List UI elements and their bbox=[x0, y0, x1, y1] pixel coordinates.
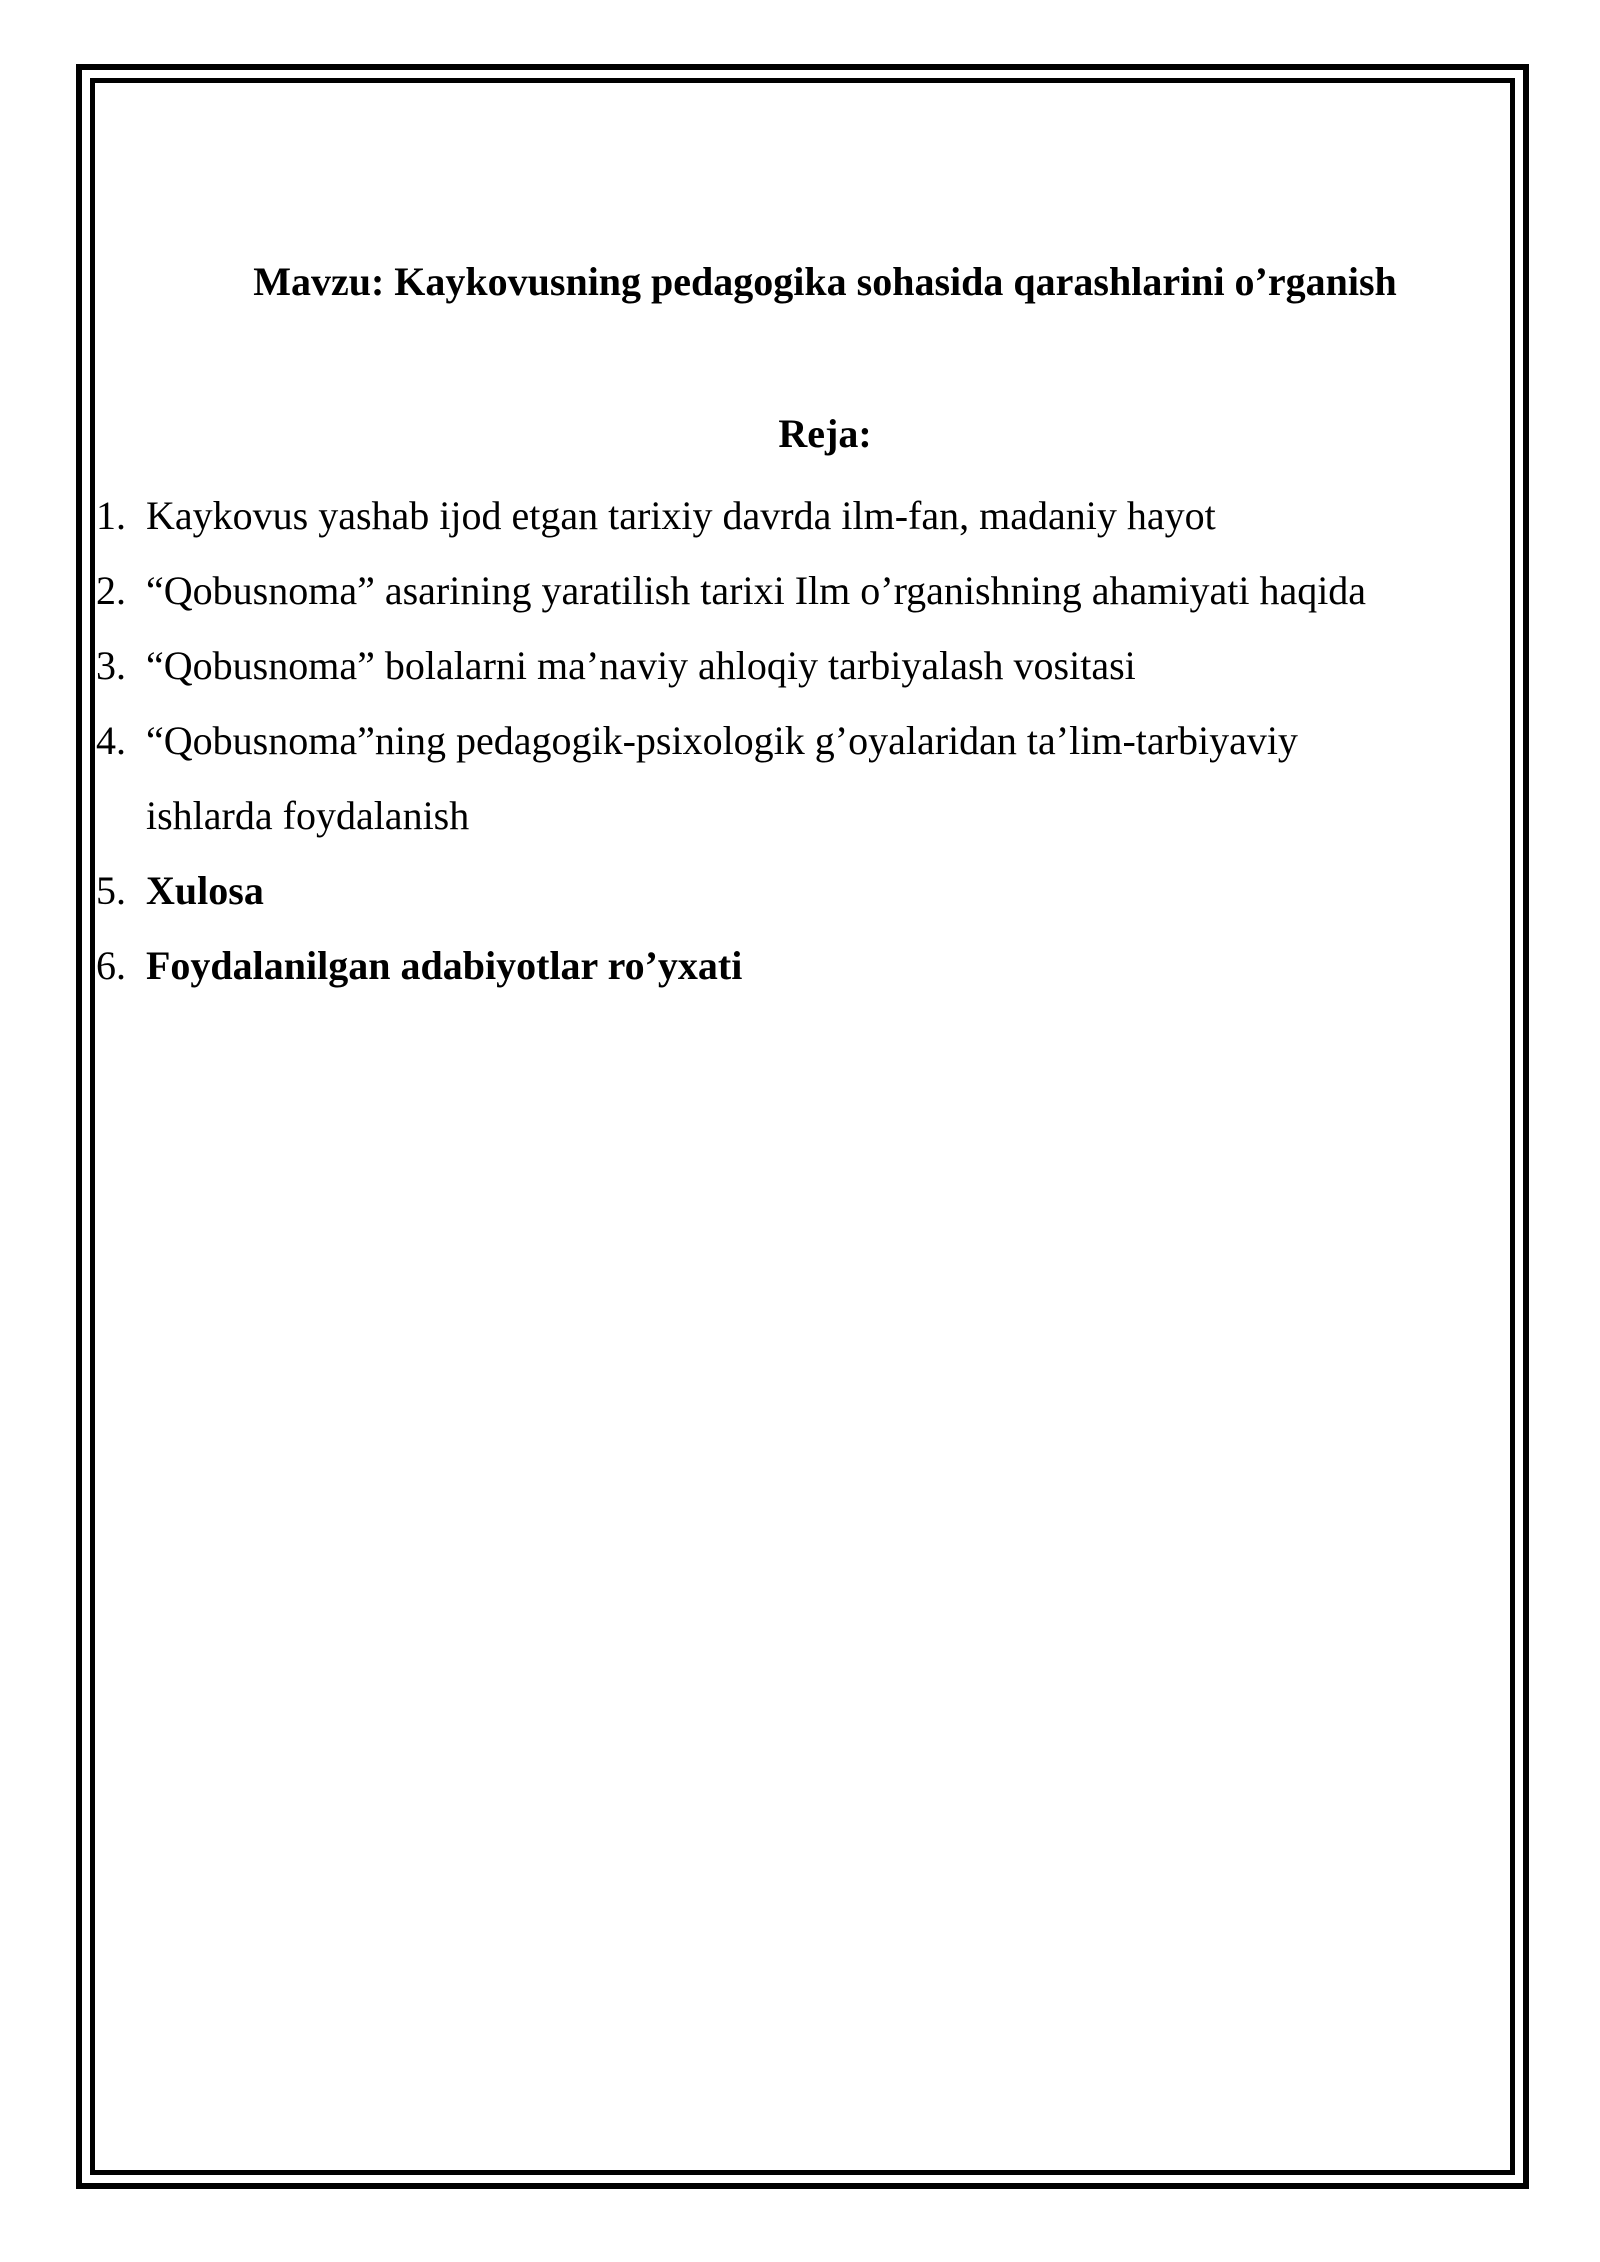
plan-item-number: 2. bbox=[96, 568, 126, 613]
plan-item-text: “Qobusnoma” bolalarni ma’naviy ahloqiy tarbiyalash vositasi bbox=[146, 643, 1136, 688]
plan-item-text: Foydalanilgan adabiyotlar ro’yxati bbox=[146, 943, 743, 988]
plan-item-number: 5. bbox=[96, 868, 126, 913]
plan-list bbox=[96, 478, 1516, 1003]
plan-item-number: 1. bbox=[96, 493, 126, 538]
plan-item-1 bbox=[96, 478, 1516, 553]
plan-item-number: 4. bbox=[96, 718, 126, 763]
plan-item-text: “Qobusnoma”ning pedagogik-psixologik g’oyalaridan ta’lim-tarbiyaviy bbox=[146, 718, 1298, 763]
plan-item-text-continued: ishlarda foydalanish bbox=[146, 793, 470, 838]
plan-item-6 bbox=[96, 928, 1516, 1003]
plan-item-3 bbox=[96, 628, 1516, 703]
plan-item-number: 3. bbox=[96, 643, 126, 688]
plan-item-4 bbox=[96, 703, 1516, 853]
plan-heading: Reja: bbox=[778, 411, 872, 456]
plan-item-text: “Qobusnoma” asarining yaratilish tarixi Ilm o’rganishning ahamiyati haqida bbox=[146, 568, 1367, 613]
document-title: Mavzu: Kaykovusning pedagogika sohasida qarashlarini o’rganish bbox=[253, 259, 1397, 304]
plan-item-5 bbox=[96, 853, 1516, 928]
plan-item-2 bbox=[96, 553, 1516, 628]
plan-item-text: Xulosa bbox=[146, 868, 264, 913]
plan-item-text: Kaykovus yashab ijod etgan tarixiy davrda ilm-fan, madaniy hayot bbox=[146, 493, 1216, 538]
page-border-inner bbox=[90, 78, 1515, 2175]
plan-item-number: 6. bbox=[96, 943, 126, 988]
